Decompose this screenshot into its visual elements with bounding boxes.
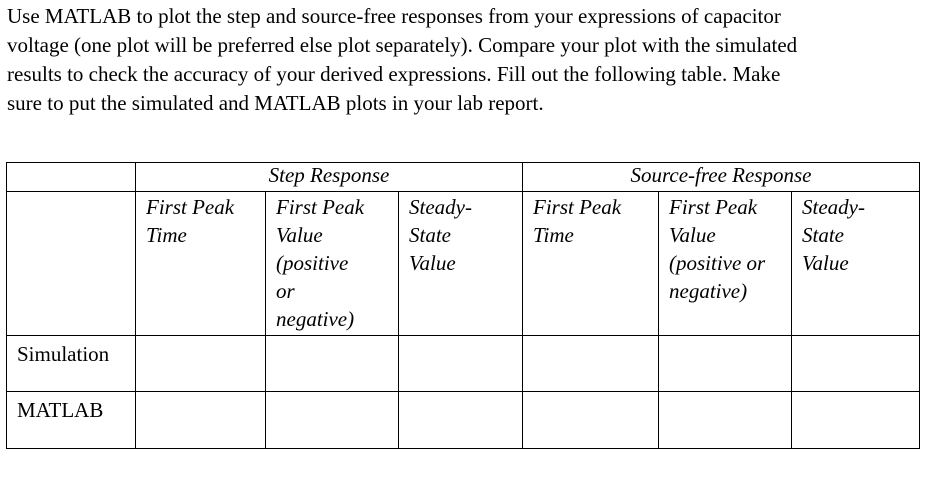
- matlab-sf-time-cell[interactable]: [523, 392, 659, 449]
- blank-header-cell: [7, 192, 136, 336]
- sf-steady-state-value-header: Steady- State Value: [792, 192, 920, 336]
- instructions-line-4: sure to put the simulated and MATLAB plots in your lab report.: [7, 91, 544, 115]
- simulation-step-steady-cell[interactable]: [399, 336, 523, 392]
- corner-cell: [7, 163, 136, 192]
- sf-first-peak-value-header: First Peak Value (positive or negative): [659, 192, 792, 336]
- step-response-header: Step Response: [136, 163, 523, 192]
- simulation-step-value-cell[interactable]: [266, 336, 399, 392]
- sf-first-peak-time-header: First Peak Time: [523, 192, 659, 336]
- column-header-row: [7, 192, 920, 336]
- instructions-line-2: voltage (one plot will be preferred else plot separately). Compare your plot with the simulated: [7, 33, 798, 57]
- table-row-matlab: [7, 392, 920, 449]
- group-header-row: [7, 163, 920, 192]
- step-first-peak-value-header: First Peak Value (positive or negative): [266, 192, 399, 336]
- matlab-step-value-cell[interactable]: [266, 392, 399, 449]
- instructions-line-3: results to check the accuracy of your derived expressions. Fill out the following table. Make: [7, 62, 781, 86]
- instructions-paragraph: [7, 2, 932, 118]
- instructions-line-1: Use MATLAB to plot the step and source-free responses from your expressions of capacitor: [7, 4, 781, 28]
- simulation-sf-time-cell[interactable]: [523, 336, 659, 392]
- matlab-step-steady-cell[interactable]: [399, 392, 523, 449]
- simulation-sf-value-cell[interactable]: [659, 336, 792, 392]
- simulation-sf-steady-cell[interactable]: [792, 336, 920, 392]
- simulation-step-time-cell[interactable]: [136, 336, 266, 392]
- matlab-sf-steady-cell[interactable]: [792, 392, 920, 449]
- matlab-step-time-cell[interactable]: [136, 392, 266, 449]
- step-first-peak-time-header: First Peak Time: [136, 192, 266, 336]
- row-label-matlab: MATLAB: [7, 392, 136, 449]
- step-steady-state-value-header: Steady- State Value: [399, 192, 523, 336]
- table-row-simulation: [7, 336, 920, 392]
- results-table: [6, 162, 920, 449]
- row-label-simulation: Simulation: [7, 336, 136, 392]
- source-free-response-header: Source-free Response: [523, 163, 920, 192]
- matlab-sf-value-cell[interactable]: [659, 392, 792, 449]
